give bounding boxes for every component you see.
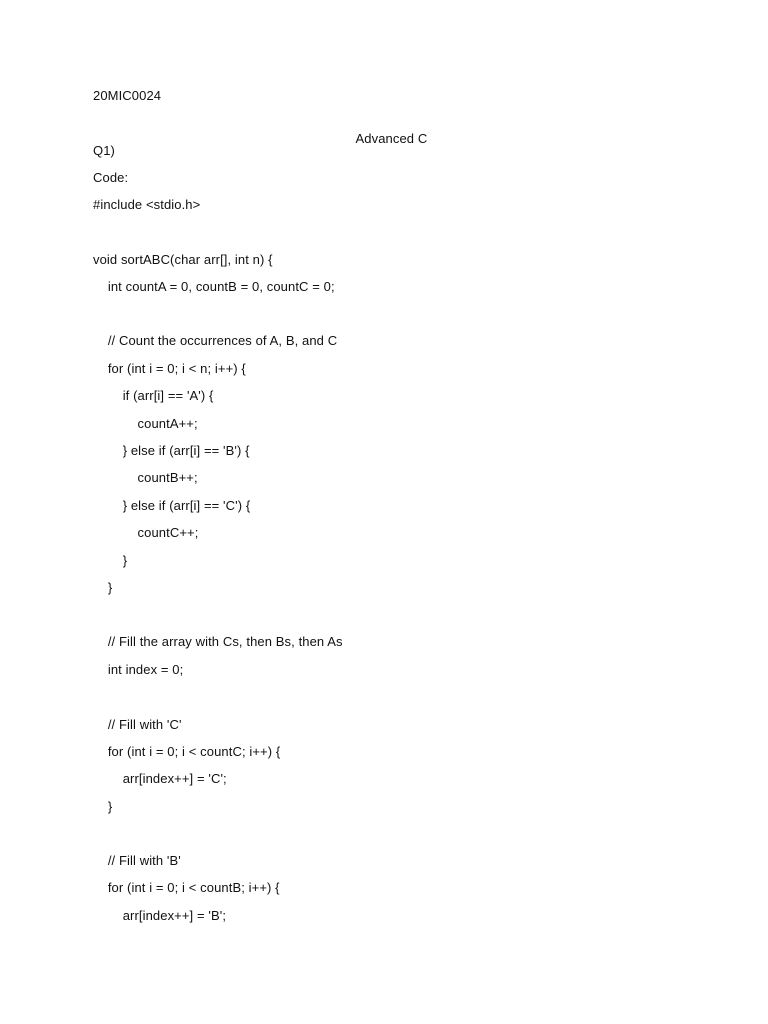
code-line: } else if (arr[i] == 'B') { bbox=[93, 443, 250, 458]
code-line: for (int i = 0; i < n; i++) { bbox=[93, 361, 246, 376]
code-label: Code: bbox=[93, 170, 129, 185]
title-text: Advanced C bbox=[355, 131, 428, 146]
code-line: arr[index++] = 'B'; bbox=[93, 908, 227, 923]
code-comment-line: // Fill the array with Cs, then Bs, then As bbox=[93, 634, 343, 649]
code-line: } bbox=[93, 553, 128, 568]
code-line: for (int i = 0; i < countB; i++) { bbox=[93, 880, 280, 895]
code-line: for (int i = 0; i < countC; i++) { bbox=[93, 744, 281, 759]
code-line: } bbox=[93, 799, 113, 814]
code-line: if (arr[i] == 'A') { bbox=[93, 388, 214, 403]
code-line: } bbox=[93, 580, 113, 595]
student-id: 20MIC0024 bbox=[93, 88, 162, 103]
code-line: countC++; bbox=[93, 525, 199, 540]
code-line: arr[index++] = 'C'; bbox=[93, 771, 227, 786]
question-label: Q1) bbox=[93, 143, 115, 158]
code-line: int countA = 0, countB = 0, countC = 0; bbox=[93, 279, 335, 294]
code-comment-line: // Fill with 'C' bbox=[93, 717, 182, 732]
code-line: void sortABC(char arr[], int n) { bbox=[93, 252, 273, 267]
code-comment-line: // Fill with 'B' bbox=[93, 853, 181, 868]
code-line: countB++; bbox=[93, 470, 198, 485]
code-line: #include <stdio.h> bbox=[93, 197, 201, 212]
code-comment-line: // Count the occurrences of A, B, and C bbox=[93, 333, 338, 348]
document-title bbox=[0, 115, 768, 163]
code-line: int index = 0; bbox=[93, 662, 184, 677]
code-line: countA++; bbox=[93, 416, 198, 431]
code-line: } else if (arr[i] == 'C') { bbox=[93, 498, 251, 513]
